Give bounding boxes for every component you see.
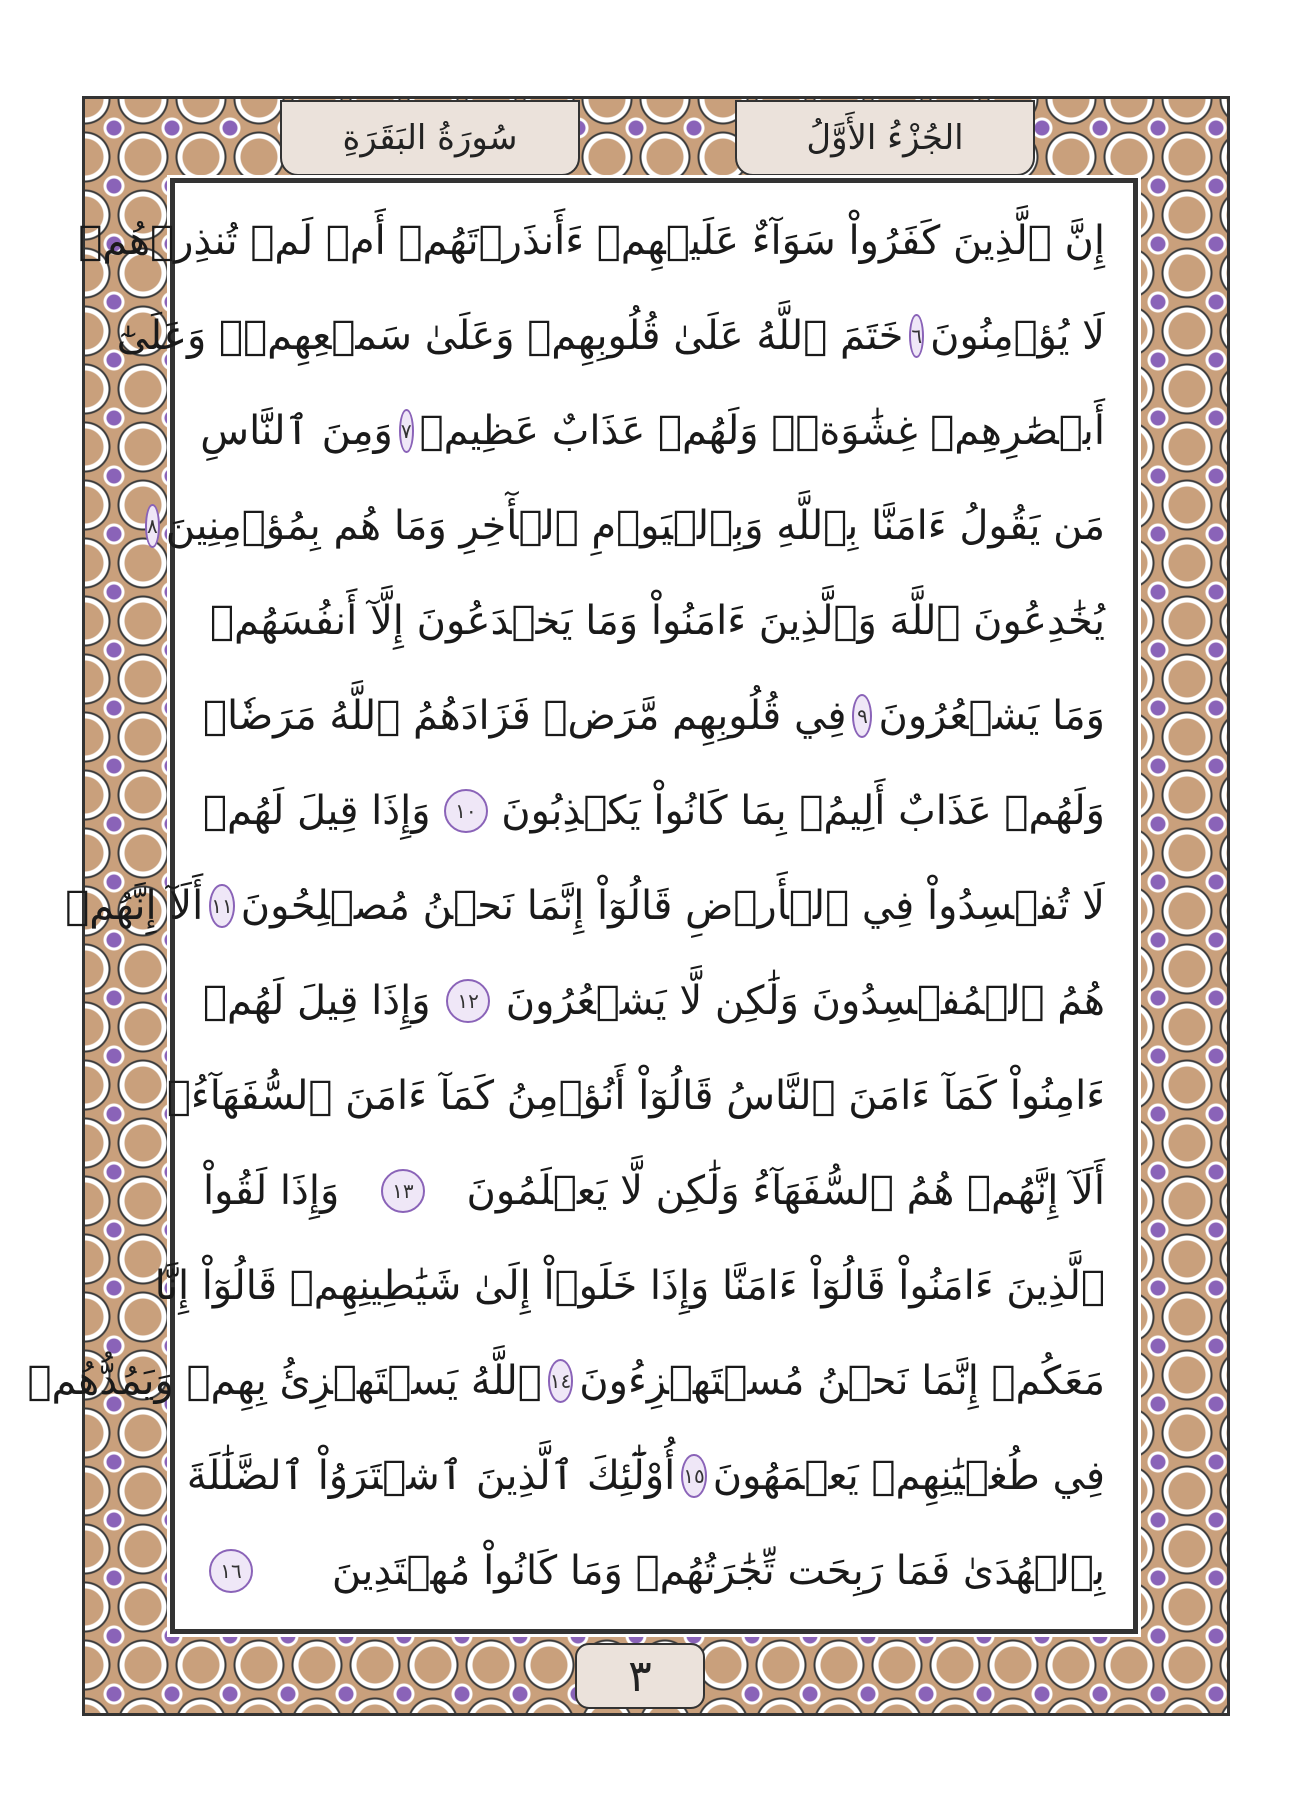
verse-text: أَلَآ إِنَّهُمۡ هُمُ ٱلسُّفَهَآءُ وَلَٰكِن لَّا يَعۡلَمُونَ [466, 1168, 1105, 1214]
ayah-number-marker: ٦ [909, 314, 924, 358]
verse-text: وَلَهُمۡ عَذَابٌ أَلِيمُۢ بِمَا كَانُواْ يَكۡذِبُونَ [501, 788, 1105, 834]
ayah-number-marker: ١١ [209, 884, 234, 928]
text-frame [27, 178, 1138, 1634]
juz-name-header [735, 100, 1035, 176]
verse-text: إِنَّ ٱلَّذِينَ كَفَرُواْ سَوَآءٌ عَلَيۡهِمۡ ءَأَنذَرۡتَهُمۡ أَمۡ لَمۡ تُنذِرۡهُمۡ [78, 218, 1105, 264]
juz-name: الجُزْءُ الأَوَّلُ [806, 118, 964, 158]
page-number-box [575, 1643, 705, 1709]
ayah-number-marker: ١٦ [209, 1549, 253, 1593]
ayah-number-marker: ٨ [145, 504, 160, 548]
verse-text: أَبۡصَٰرِهِمۡ غِشَٰوَةٞۖ وَلَهُمۡ عَذَابٌ عَظِيمٞ [419, 408, 1105, 454]
verse-text: فِي طُغۡيَٰنِهِمۡ يَعۡمَهُونَ [712, 1453, 1105, 1499]
text-line [203, 955, 1105, 1047]
ayah-number-marker: ١٠ [444, 789, 488, 833]
ayah-number-marker: ٧ [399, 409, 414, 453]
text-line [200, 385, 1105, 477]
ayah-number-marker: ١٣ [381, 1169, 425, 1213]
text-line [27, 1335, 1105, 1427]
surah-name-header [280, 100, 580, 176]
ayah-number-marker: ١٢ [446, 979, 490, 1023]
text-line [154, 1240, 1105, 1332]
surah-name: سُورَةُ البَقَرَةِ [342, 118, 518, 158]
verse-text: وَمَا يَشۡعُرُونَ [878, 693, 1105, 739]
verse-text: وَإِذَا قِيلَ لَهُمۡ [203, 788, 431, 834]
verse-text: هُمُ ٱلۡمُفۡسِدُونَ وَلَٰكِن لَّا يَشۡعُرُونَ [505, 978, 1105, 1024]
verse-text: مَعَكُمۡ إِنَّمَا نَحۡنُ مُسۡتَهۡزِءُونَ [579, 1358, 1105, 1404]
verse-text: يُخَٰدِعُونَ ٱللَّهَ وَٱلَّذِينَ ءَامَنُواْ وَمَا يَخۡدَعُونَ إِلَّآ أَنفُسَهُمۡ [210, 598, 1105, 644]
ayah-number-marker: ٩ [852, 694, 872, 738]
verse-text: مَن يَقُولُ ءَامَنَّا بِٱللَّهِ وَبِٱلۡيَوۡمِ ٱلۡأٓخِرِ وَمَا هُم بِمُؤۡمِنِينَ [165, 503, 1105, 549]
ayah-number-marker: ١٥ [681, 1454, 706, 1498]
verse-text: ٱللَّهُ يَسۡتَهۡزِئُ بِهِمۡ وَيَمُدُّهُمۡ [27, 1358, 542, 1404]
verse-text: خَتَمَ ٱللَّهُ عَلَىٰ قُلُوبِهِمۡ وَعَلَىٰ سَمۡعِهِمۡۖ وَعَلَىٰٓ [116, 313, 904, 359]
verse-text: بِٱلۡهُدَىٰ فَمَا رَبِحَت تِّجَٰرَتُهُمۡ وَمَا كَانُواْ مُهۡتَدِينَ [331, 1548, 1105, 1594]
text-line [147, 480, 1105, 572]
verse-text: وَمِنَ ٱلنَّاسِ [200, 408, 393, 454]
text-line [78, 195, 1105, 287]
text-line [203, 1525, 1105, 1617]
verse-text: وَإِذَا قِيلَ لَهُمۡ [203, 978, 431, 1024]
verse-text: لَا تُفۡسِدُواْ فِي ٱلۡأَرۡضِ قَالُوٓاْ إِنَّمَا نَحۡنُ مُصۡلِحُونَ [240, 883, 1105, 929]
text-line [203, 1145, 1105, 1237]
text-line [166, 1050, 1105, 1142]
verse-text: ٱلَّذِينَ ءَامَنُواْ قَالُوٓاْ ءَامَنَّا وَإِذَا خَلَوۡاْ إِلَىٰ شَيَٰطِينِهِمۡ قَالُوٓاْ إِنَّا [154, 1263, 1105, 1309]
text-line [203, 670, 1105, 762]
verse-text: فِي قُلُوبِهِم مَّرَضٞ فَزَادَهُمُ ٱللَّهُ مَرَضٗاۖ [203, 693, 847, 739]
verse-lines [27, 195, 1105, 1617]
verse-text: أَلَآ إِنَّهُمۡ [65, 883, 204, 929]
verse-text: ءَامِنُواْ كَمَآ ءَامَنَ ٱلنَّاسُ قَالُوٓاْ أَنُؤۡمِنُ كَمَآ ءَامَنَ ٱلسُّفَهَآءُۗ [166, 1073, 1105, 1119]
text-line [203, 765, 1105, 857]
text-line [65, 860, 1105, 952]
page-number: ٣ [628, 1650, 652, 1702]
text-line [116, 290, 1105, 382]
verse-text: أُوْلَٰٓئِكَ ٱلَّذِينَ ٱشۡتَرَوُاْ ٱلضَّلَٰلَةَ [186, 1453, 676, 1499]
text-line [203, 575, 1105, 667]
text-line [186, 1430, 1105, 1522]
ayah-number-marker: ١٤ [548, 1359, 573, 1403]
verse-text: لَا يُؤۡمِنُونَ [930, 313, 1105, 359]
verse-text: وَإِذَا لَقُواْ [203, 1168, 340, 1214]
